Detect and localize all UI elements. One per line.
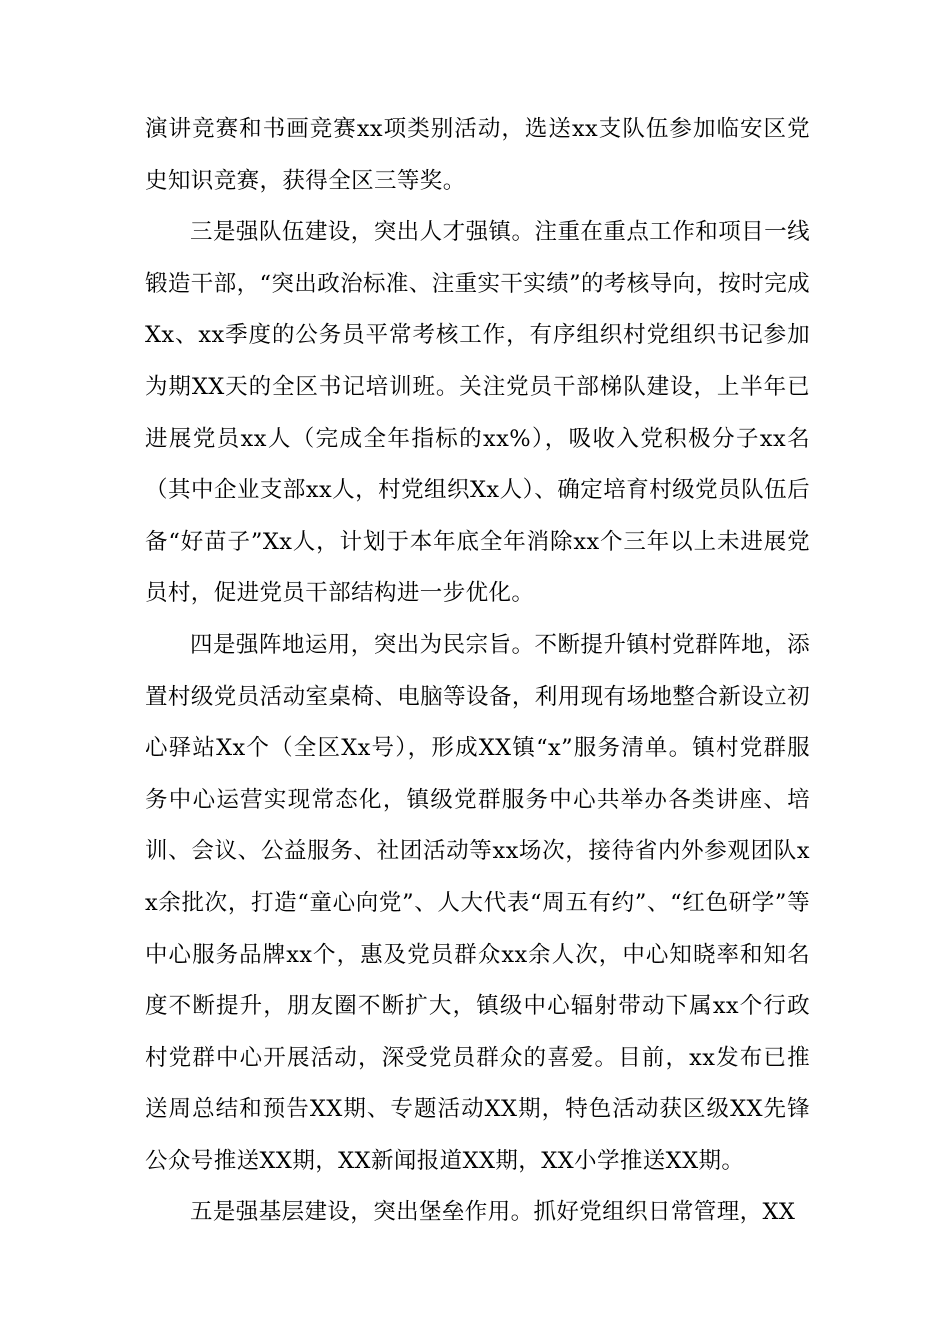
paragraph-3: 四是强阵地运用，突出为民宗旨。不断提升镇村党群阵地，添置村级党员活动室桌椅、电脑等设备，利用现有场地整合新设立初心驿站Xx个（全区Xx号），形成XX镇“x”服务清单。镇村党群服务中心运营实现常态化，镇级党群服务中心共举办各类讲座、培训、会议、公益服务、社团活动等xx场次，接待省内外参观团队xx余批次，打造“童心向党”、人大代表“周五有约”、“红色研学”等中心服务品牌xx个，惠及党员群众xx余人次，中心知晓率和知名度不断提升，朋友圈不断扩大，镇级中心辐射带动下属xx个行政村党群中心开展活动，深受党员群众的喜爱。目前，xx发布已推送周总结和预告XX期、专题活动XX期，特色活动获区级XX先锋公众号推送XX期，XX新闻报道XX期，XX小学推送XX期。	[145, 631, 810, 1174]
body-text	[145, 104, 810, 1239]
paragraph-1: 演讲竞赛和书画竞赛xx项类别活动，选送xx支队伍参加临安区党史知识竞赛，获得全区三等奖。	[145, 116, 810, 194]
paragraph-4: 五是强基层建设，突出堡垒作用。抓好党组织日常管理，XX	[190, 1199, 796, 1226]
paragraph-2: 三是强队伍建设，突出人才强镇。注重在重点工作和项目一线锻造干部，“突出政治标准、注重实干实绩”的考核导向，按时完成Xx、xx季度的公务员平常考核工作，有序组织村党组织书记参加为期XX天的全区书记培训班。关注党员干部梯队建设，上半年已进展党员xx人（完成全年指标的xx%），吸收入党积极分子xx名（其中企业支部xx人，村党组织Xx人）、确定培育村级党员队伍后备“好苗子”Xx人，计划于本年底全年消除xx个三年以上未进展党员村，促进党员干部结构进一步优化。	[145, 219, 811, 607]
